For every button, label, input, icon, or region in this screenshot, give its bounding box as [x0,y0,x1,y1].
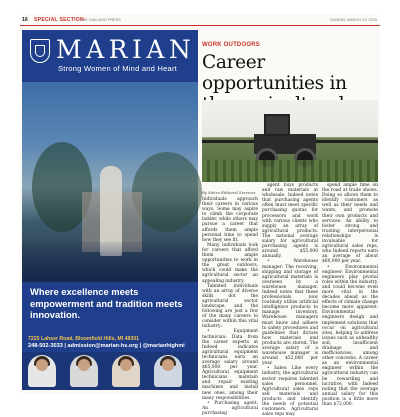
tractor-photo [202,100,378,182]
ad-student-photos [22,352,198,390]
paper-name: THE OAKLAND PRESS [80,17,121,22]
ad-address: 7225 Lahser Road, Bloomfield Hills, MI 48301 [28,336,139,342]
ad-contact: 248-502-3033 | admission@marian-hs.org | @marianhighmi [28,343,185,349]
student-photo [70,355,98,387]
paragraph: agent buys products and raw materials at wholesale. Indeed notes that purchasing agents often must meet specific purchasing quotas for processors and work with various clients who supply an array of agricultural products. The national average salary for agricultural purchasing agents is around $55,000 annually. [262,183,318,260]
paragraph: Individuals approach their careers in various ways. Some may aspire to climb the corporate ladder, while others may pursue a career that affords them ample personal time to spend how they see fit. [202,197,258,243]
article-column-3 [322,183,378,408]
page-number: 16 [22,17,28,23]
article-byline: By Metro Editorial Services [202,190,256,195]
student-photo [28,355,56,387]
paragraph: Talented individuals with an array of diverse skills dot the agricultural sector landscape, and the following are just a few of the many careers to consider within this vital industry: [202,283,258,330]
ad-claim: Where excellence meets empowerment and tradition meets innovation. [30,286,183,320]
paragraph: • Purchasing agent: An agricultural purchasing [202,400,258,416]
paragraph: • Environmental engineer: Environmental engineers play pivotal roles within the industry, and could become even more vital in the decades ahead as the effects of climate change become more apparent. Environmental engineers design and implement solutions that occur on agricultural sites, helping to address issues such as unhealthy soil, insufficient drainage and inefficiencies, among other concerns. A career as an environmental engineer within the agricultural industry can be rewarding and lucrative, with Indeed noting that the average annual salary for this position is a little more than $72,000. [322,264,378,408]
article-kicker: WORK OUTDOORS [202,42,260,48]
ad-campus-photo [22,82,198,282]
paragraph: • Equipment technician: Data from the career experts at Indeed indicates agricultural equipment technicians earn an average salary around $65,000 per year. Agricultural equipment technicians maintain and repair existing machines and install new ones, among their many responsibilities. [202,329,258,401]
newspaper-page [20,14,380,417]
ad-tagline: Strong Women of Mind and Heart [58,64,177,73]
marian-advertisement [22,30,198,390]
ad-brand: MARIAN [56,35,196,64]
paragraph: spend ample time on the road at trade shows. Doing so allows them to identify customers as well as their needs and wants, and promote their own products and services. An ability to foster strong and trusting interpersonal relationships is invaluable for agricultural sales reps, who Indeed reports earn an average of about $60,000 per year. [322,183,378,265]
section-label: SPECIAL SECTION [34,17,84,23]
crest-icon [30,39,50,63]
paragraph: • Sales: Like every industry, the agricultural sector requires talented sales personnel. Agricultural sales reps sell materials and products and identify the needs of potential customers. Agricultural sales reps may [262,366,318,417]
paragraph: • Warehouse manager: The receiving, shipping and storage of agricultural materials is overseen by a warehouse manager. Indeed notes that these professionals now routinely utilize artificial intelligence products to manage inventory. Warehouse managers must know and adhere to safety procedures and guidelines that dictate how materials and products are stored. The average salary of a warehouse manager is around $52,000 per year. [262,259,318,367]
article-headline: Career opportunities in [202,52,347,94]
student-photo [112,355,140,387]
page-header [20,14,380,26]
issue-date: SUNDAY, MARCH 23, 2025 [330,17,377,22]
article-column-2 [262,183,318,417]
ad-header [22,30,198,82]
paragraph: Many individuals look for careers that afford them ample opportunities to work in the great outdoors, which could make the agricultural sector an appealing industry. [202,242,258,284]
article-column-1 [202,197,258,416]
student-photo [154,355,182,387]
article [202,30,378,417]
